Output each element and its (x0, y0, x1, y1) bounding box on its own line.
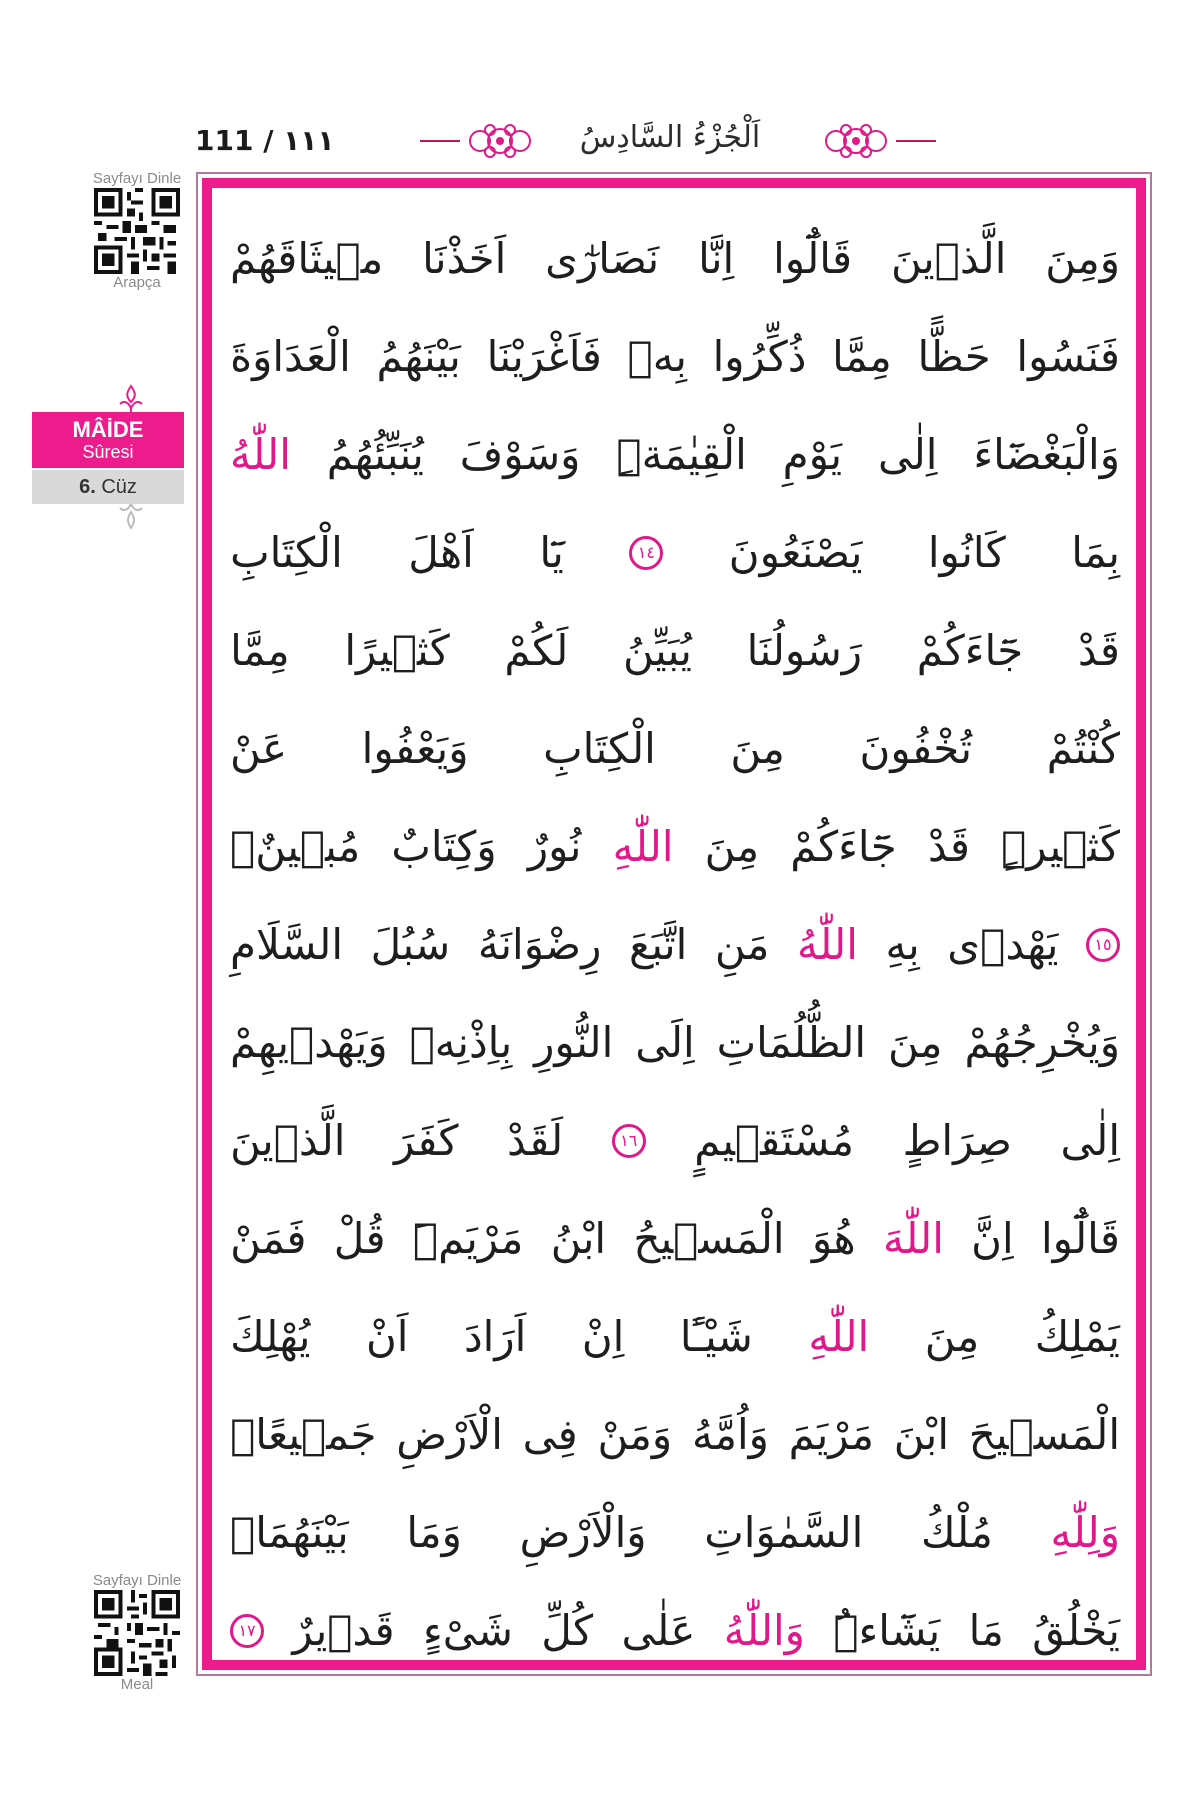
word: الظُّلُمَاتِ (716, 1018, 867, 1067)
word: وَيَعْفُوا (361, 724, 469, 773)
divine-name-word: اللّٰهُ (230, 430, 291, 479)
word: يُنَبِّئُهُمُ (326, 430, 424, 479)
word: كُنْتُمْ (1046, 724, 1120, 773)
word: مِمَّا (832, 332, 892, 381)
word: النُّورِ (534, 1018, 614, 1067)
word: الَّذٖينَ (890, 234, 1007, 283)
word: مُسْتَقٖيمٍ (694, 1116, 854, 1165)
word: ابْنُ (550, 1214, 607, 1263)
word: يَوْمِ (782, 430, 843, 479)
word: قَدْ (1077, 626, 1120, 675)
word: مَنِ (714, 920, 770, 969)
text-line (230, 1288, 1120, 1386)
word: فِى (522, 1410, 578, 1459)
fleur-ornament-icon (116, 384, 146, 414)
word: نُورٌ (527, 822, 582, 871)
word: مِنَ (704, 822, 760, 871)
word: وَسَوْفَ (459, 430, 581, 479)
text-line (230, 308, 1120, 406)
qr-top-caption: Arapça (113, 274, 161, 291)
text-line (230, 1386, 1120, 1484)
word: مَرْيَمَۜ (412, 1214, 524, 1263)
word: جَٓاءَكُمْ (790, 822, 897, 871)
word: وَمَنْ (597, 1410, 673, 1459)
word: اَخَذْنَا (422, 234, 507, 283)
word: قَالُٓوا (773, 234, 853, 283)
word: جَمٖيعًاۜ (230, 1410, 377, 1459)
word: وَالْبَغْضَٓاءَ (973, 430, 1120, 479)
word: فَاَغْرَيْنَا (486, 332, 602, 381)
word: اِلٰى (877, 430, 938, 479)
word: وَيُخْرِجُهُمْ (964, 1018, 1120, 1067)
word: نَصَارٰٓى (545, 234, 660, 283)
divine-name-word: اللّٰهُ (796, 920, 858, 969)
word: اِنَّ (971, 1214, 1014, 1263)
word: اَهْلَ (408, 528, 474, 577)
text-line (230, 1092, 1120, 1190)
ayah-number-marker: ١٧ (230, 1614, 264, 1648)
text-line (230, 994, 1120, 1092)
page-number: 111 / ١١١ (195, 124, 335, 157)
word: اِنْ (581, 1312, 625, 1361)
cuz-badge (32, 470, 184, 504)
word: مِمَّا (230, 626, 290, 675)
word: يَصْنَعُونَ (728, 528, 863, 577)
word: اِلَى (635, 1018, 695, 1067)
word: مُبٖينٌۙ (230, 822, 361, 871)
word: مَرْيَمَ (788, 1410, 874, 1459)
juz-title: اَلْجُزْءُ السَّادِسُ (579, 120, 761, 155)
word: الْكِتَابِ (230, 528, 343, 577)
word: قَدْ (927, 822, 970, 871)
qr-bottom-label: Sayfayı Dinle (92, 1572, 182, 1589)
word: كَثٖيرٍۜ (1001, 822, 1120, 871)
word: يَٓا (539, 528, 564, 577)
word: رِضْوَانَهُ (477, 920, 602, 969)
word: ذُكِّرُوا (712, 332, 807, 381)
word: وَمَا (406, 1508, 462, 1557)
word: فَمَنْ (230, 1214, 307, 1263)
word: الَّذٖينَ (230, 1116, 346, 1165)
text-line (230, 896, 1120, 994)
word: الْكِتَابِ (543, 724, 656, 773)
word: قُلْ (333, 1214, 386, 1263)
word: يَمْلِكُ (1034, 1312, 1120, 1361)
qr-top-label: Sayfayı Dinle (92, 170, 182, 187)
quran-text-area (230, 210, 1120, 1655)
word: لَقَدْ (507, 1116, 564, 1165)
word: كَانُوا (927, 528, 1006, 577)
word: مٖيثَاقَهُمْ (230, 234, 384, 283)
ayah-number-marker: ١٤ (629, 536, 663, 570)
header-ornament-left (420, 118, 550, 164)
word: شَيْـًٔا (679, 1312, 753, 1361)
word: الْعَدَاوَةَ (230, 332, 351, 381)
word: اَنْ (365, 1312, 409, 1361)
word: عَلٰى (621, 1606, 696, 1655)
word: الْقِيٰمَةِۜ (616, 430, 747, 479)
word: رَسُولُنَا (746, 626, 863, 675)
word: بِاِذْنِهٖ (409, 1018, 513, 1067)
surah-subtitle: Sûresi (82, 442, 134, 462)
word: جَٓاءَكُمْ (916, 626, 1024, 675)
word: وَالْاَرْضِ (519, 1508, 647, 1557)
fleur-ornament-bottom-icon (116, 504, 146, 530)
word: مِنَ (888, 1018, 943, 1067)
text-line (230, 1484, 1120, 1582)
word: يَهْدٖى (947, 920, 1059, 969)
word: مِنَ (730, 724, 785, 773)
cuz-number: 6. (79, 476, 96, 498)
word: هُوَ (811, 1214, 856, 1263)
word: اِلٰى (1060, 1116, 1120, 1165)
divine-name-word: اللّٰهَ (882, 1214, 944, 1263)
word: سُبُلَ (370, 920, 451, 969)
text-line (230, 700, 1120, 798)
word: قَدٖيرٌ (292, 1606, 395, 1655)
header-ornament-right (806, 118, 936, 164)
surah-badge (32, 412, 184, 468)
word: بِهٖ (627, 332, 687, 381)
qr-bottom-caption: Meal (120, 1676, 154, 1693)
word: كَثٖيرًا (344, 626, 450, 675)
ayah-number-marker: ١٦ (612, 1124, 646, 1158)
word: بَيْنَهُمُ (376, 332, 461, 381)
divine-name-word: وَاللّٰهُ (723, 1606, 805, 1655)
ayah-number-marker: ١٥ (1086, 928, 1120, 962)
word: اَرَادَ (463, 1312, 527, 1361)
text-line (230, 798, 1120, 896)
word: يُبَيِّنُ (622, 626, 692, 675)
word: ابْنَ (893, 1410, 950, 1459)
word: قَالُٓوا (1040, 1214, 1120, 1263)
text-line (230, 210, 1120, 308)
word: شَىْءٍ (422, 1606, 513, 1655)
word: يَخْلُقُ (1032, 1606, 1120, 1655)
text-line (230, 1190, 1120, 1288)
divine-name-word: وَلِلّٰهِ (1050, 1508, 1120, 1557)
word: تُخْفُونَ (859, 724, 973, 773)
word: بِهِ (885, 920, 920, 969)
word: الْمَسٖيحُ (633, 1214, 785, 1263)
word: وَاُمَّهُ (691, 1410, 769, 1459)
word: لَكُمْ (504, 626, 569, 675)
word: صِرَاطٍ (902, 1116, 1012, 1165)
word: يَشَٓاءُۜ (833, 1606, 941, 1655)
word: الْمَسٖيحَ (968, 1410, 1120, 1459)
word: عَنْ (230, 724, 288, 773)
word: السَّمٰوَاتِ (704, 1508, 864, 1557)
qr-code-meal-audio[interactable] (94, 1590, 180, 1676)
text-line (230, 1582, 1120, 1680)
divine-name-word: اللّٰهِ (612, 822, 674, 871)
surah-name: MÂİDE (72, 417, 144, 442)
word: مُلْكُ (921, 1508, 993, 1557)
text-line (230, 406, 1120, 504)
word: بِمَا (1071, 528, 1120, 577)
word: اتَّبَعَ (628, 920, 688, 969)
divine-name-word: اللّٰهِ (808, 1312, 870, 1361)
word: بَيْنَهُمَاۜ (230, 1508, 349, 1557)
cuz-label: Cüz (101, 476, 137, 498)
text-line (230, 504, 1120, 602)
word: وَمِنَ (1045, 234, 1120, 283)
word: فَنَسُوا (1016, 332, 1120, 381)
word: الْاَرْضِ (396, 1410, 503, 1459)
word: مَا (968, 1606, 1004, 1655)
word: اِنَّا (698, 234, 735, 283)
word: السَّلَامِ (230, 920, 343, 969)
word: وَيَهْدٖيهِمْ (230, 1018, 388, 1067)
word: يُهْلِكَ (230, 1312, 311, 1361)
text-line (230, 602, 1120, 700)
word: وَكِتَابٌ (391, 822, 497, 871)
word: مِنَ (924, 1312, 980, 1361)
qr-code-arabic-audio[interactable] (94, 188, 180, 274)
word: حَظًّا (917, 332, 991, 381)
word: كَفَرَ (394, 1116, 459, 1165)
word: كُلِّ (541, 1606, 594, 1655)
